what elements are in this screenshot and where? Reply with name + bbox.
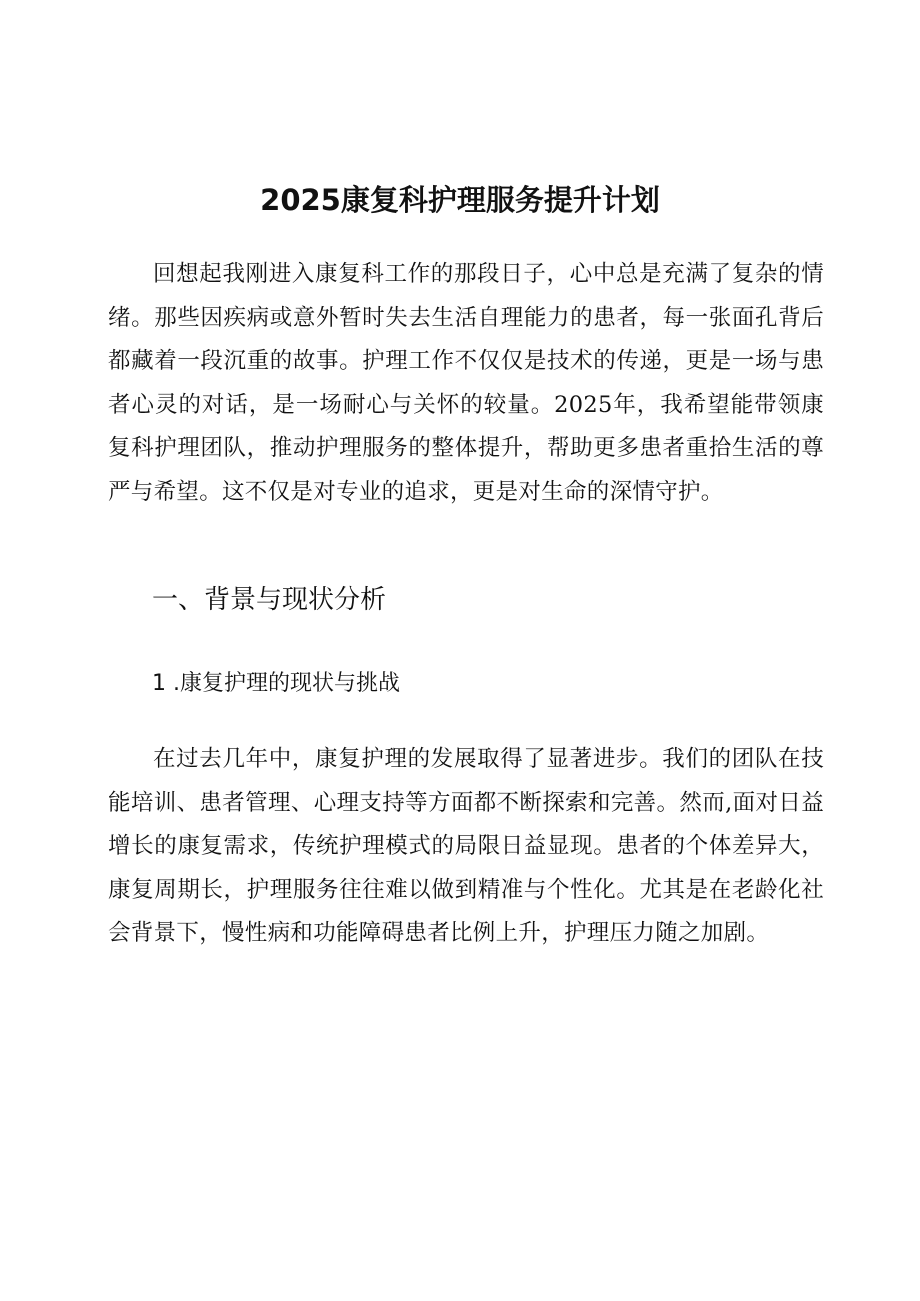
section-heading-background: 一、背景与现状分析: [152, 585, 387, 615]
intro-paragraph: 回想起我刚进入康复科工作的那段日子，心中总是充满了复杂的情绪。那些因疾病或意外暂时失去生活自理能力的患者，每一张面孔背后都藏着一段沉重的故事。护理工作不仅仅是技术的传递，更是一场与患者心灵的对话，是一场耐心与关怀的较量。2025年，我希望能带领康复科护理团队，推动护理服务的整体提升，帮助更多患者重拾生活的尊严与希望。这不仅是对专业的追求，更是对生命的深情守护。: [108, 261, 824, 505]
status-paragraph: 在过去几年中，康复护理的发展取得了显著进步。我们的团队在技能培训、患者管理、心理支持等方面都不断探索和完善。然而,面对日益增长的康复需求，传统护理模式的局限日益显现。患者的个体差异大，康复周期长，护理服务往往难以做到精准与个性化。尤其是在老龄化社会背景下，慢性病和功能障碍患者比例上升，护理压力随之加剧。: [108, 746, 824, 947]
subsection-heading-status: 1 .康复护理的现状与挑战: [152, 671, 400, 696]
document-title: 2025康复科护理服务提升计划: [260, 183, 660, 217]
